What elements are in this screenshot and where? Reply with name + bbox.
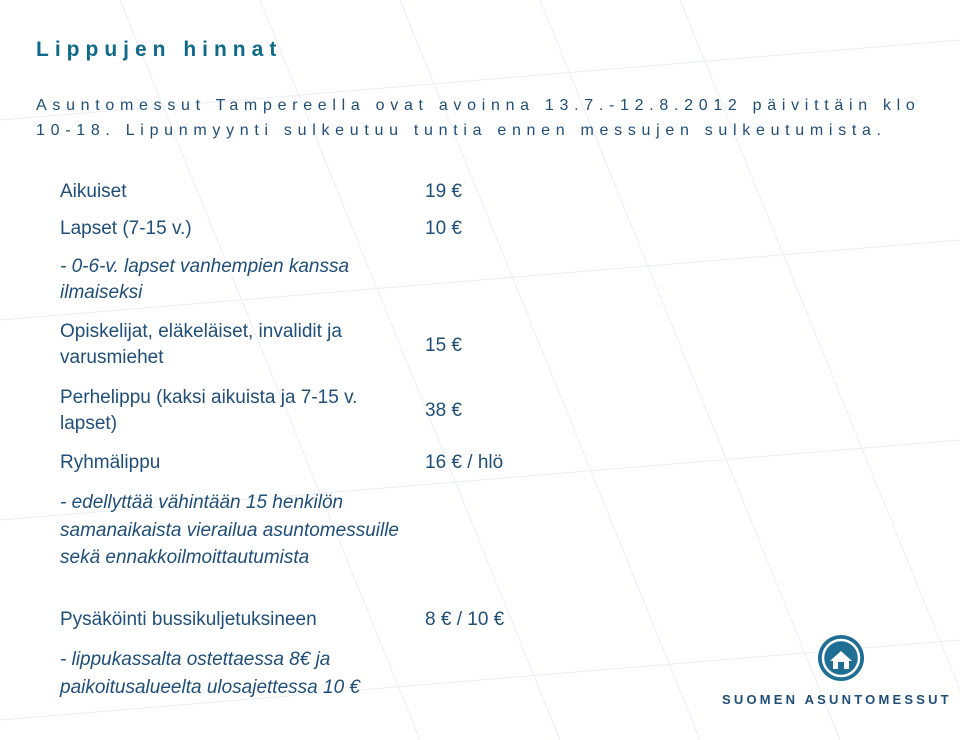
parking-label: Pysäköinti bussikuljetuksineen bbox=[60, 609, 317, 630]
children-label: Lapset (7-15 v.) bbox=[60, 218, 192, 239]
children-note: - 0-6-v. lapset vanhempien kanssa ilmaiseksi bbox=[60, 256, 350, 303]
students-label: Opiskelijat, eläkeläiset, invalidit ja varusmiehet bbox=[60, 321, 342, 368]
house-icon bbox=[817, 634, 865, 682]
parking-price: 8 € / 10 € bbox=[425, 609, 505, 630]
adults-price: 19 € bbox=[425, 181, 462, 202]
family-label: Perhelippu (kaksi aikuista ja 7-15 v. lapset) bbox=[60, 387, 358, 434]
page-title: Lippujen hinnat bbox=[36, 38, 283, 61]
intro-text: Asuntomessut Tampereella ovat avoinna 13.7.-12.8.2012 päivittäin klo 10-18. Lipunmyynti sulkeutuu tuntia ennen messujen sulkeutumista. bbox=[36, 97, 921, 139]
group-price: 16 € / hlö bbox=[425, 452, 504, 473]
group-note: - edellyttää vähintään 15 henkilön samanaikaista vierailua asuntomessuille sekä ennakkoilmoittautumista bbox=[60, 492, 400, 568]
students-price: 15 € bbox=[425, 335, 462, 356]
logo-text: SUOMEN ASUNTOMESSUT bbox=[722, 692, 952, 707]
parking-note: - lippukassalta ostettaessa 8€ ja paikoitusalueelta ulosajettessa 10 € bbox=[60, 649, 360, 698]
suomen-asuntomessut-logo bbox=[722, 634, 958, 714]
group-label: Ryhmälippu bbox=[60, 452, 161, 473]
adults-label: Aikuiset bbox=[60, 181, 127, 202]
children-price: 10 € bbox=[425, 218, 462, 239]
family-price: 38 € bbox=[425, 400, 462, 421]
